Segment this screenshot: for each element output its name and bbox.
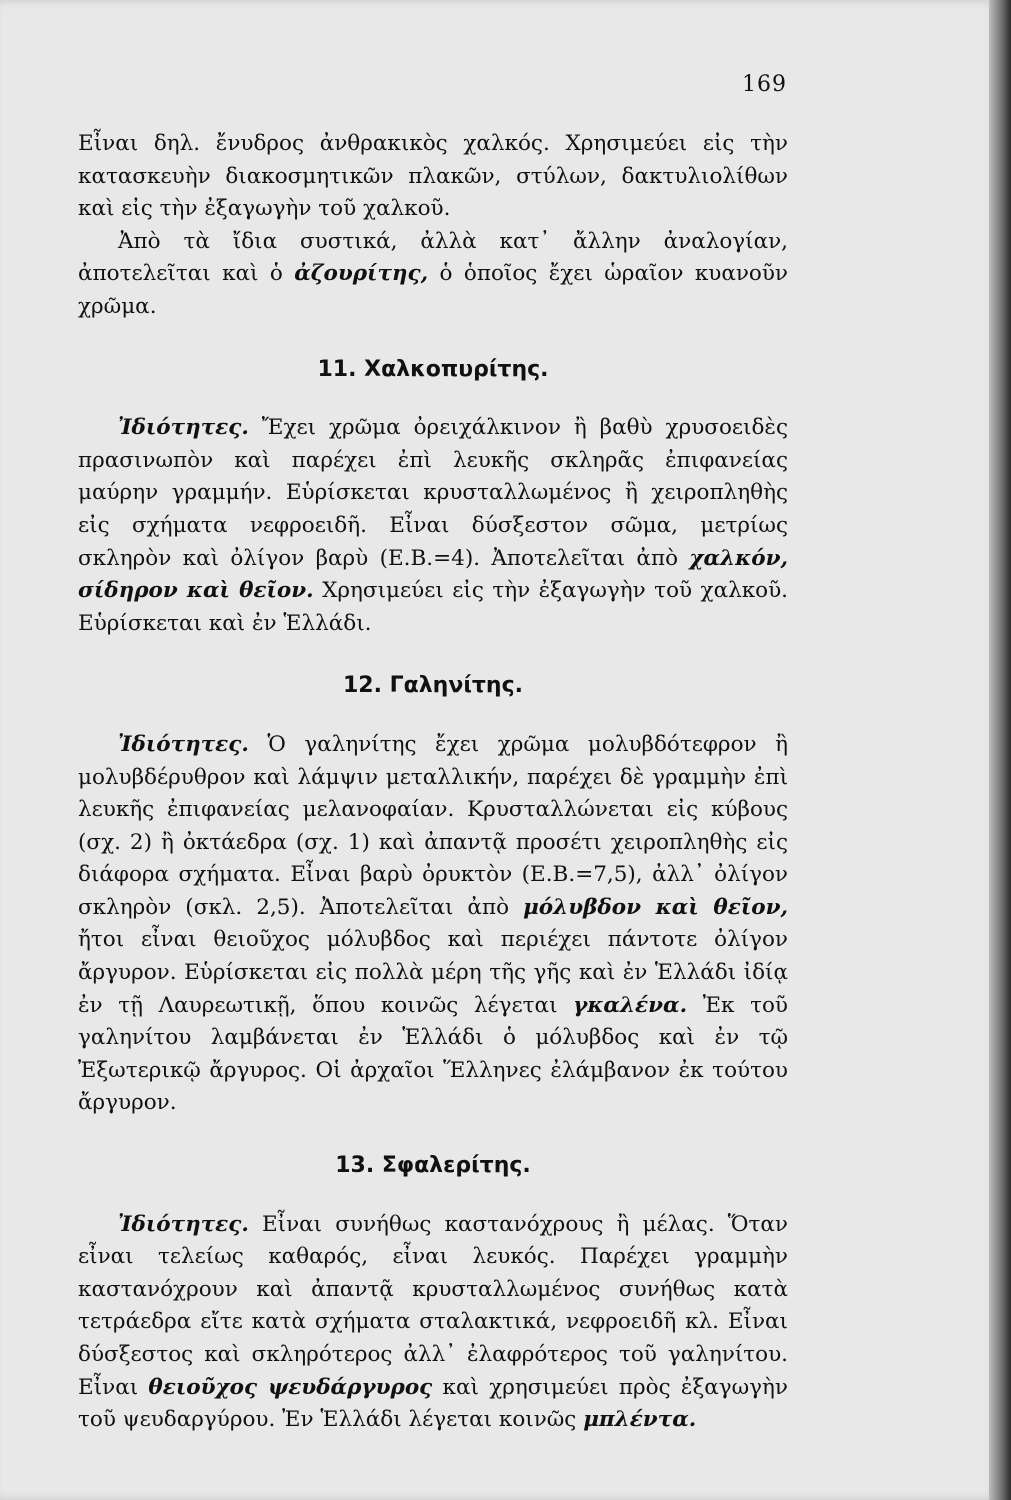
- intro-paragraph-2: [78, 226, 788, 324]
- section-12-lead: Ἰδιότητες.: [118, 731, 249, 757]
- section-12-paragraph: [78, 729, 788, 1120]
- section-12-text-1: Ὁ γαληνίτης ἔχει χρῶμα μολυβδότεφρον ἢ μολυβδέρυθρον καὶ λάμψιν μεταλλικήν, παρέχει δὲ γραμμὴν ἐπὶ λευκῆς ἐπιφανείας μελανοφαίαν. Κρυσταλλώνεται εἰς κύβους (σχ. 2) ἢ ὀκτάεδρα (σχ. 1) καὶ ἀπαντᾷ προσέτι χειροπληθὴς εἰς διάφορα σχήματα. Εἶναι βαρὺ ὀρυκτὸν (Ε.Β.=7,5), ἀλλ᾽ ὀλίγον σκληρὸν (σκλ. 2,5). Ἀποτελεῖται ἀπὸ: [78, 731, 788, 920]
- section-11-text-2: Χρησιμεύει εἰς τὴν ἐξαγωγὴν τοῦ χαλκοῦ. Εὑρίσκεται καὶ ἐν Ἑλλάδι.: [78, 578, 789, 636]
- book-binding-edge: [989, 0, 1011, 1500]
- section-12-term-2: γκαλένα.: [573, 992, 688, 1018]
- section-11-paragraph: [78, 412, 788, 640]
- section-11-lead: Ἰδιότητες.: [118, 415, 249, 441]
- section-11-heading: 11. Χαλκοπυρίτης.: [317, 356, 549, 382]
- section-13-term-2: μπλέντα.: [583, 1407, 697, 1433]
- section-13-text-1: Εἶναι συνήθως καστανόχρους ἢ μέλας. Ὅταν εἶναι τελείως καθαρός, εἶναι λευκός. Παρέχει γραμμὴν καστανόχρουν καὶ ἀπαντᾷ κρυσταλλωμένος συνήθως κατὰ τετράεδρα εἴτε κατὰ σχήματα σταλακτικά, νεφροειδῆ κλ. Εἶναι δύσξεστος καὶ σκληρότερος ἀλλ᾽ ἐλαφρότερος τοῦ γαληνίτου. Εἶναι: [78, 1211, 788, 1400]
- term-azourite: ἀζουρίτης,: [294, 261, 429, 287]
- section-11-text-1: Ἔχει χρῶμα ὀρειχάλκινον ἢ βαθὺ χρυσοειδὲς πρασινωπὸν καὶ παρέχει ἐπὶ λευκῆς σκληρᾶς ἐπιφανείας μαύρην γραμμήν. Εὑρίσκεται κρυσταλλωμένος ἢ χειροπληθὴς εἰς σχήματα νεφροειδῆ. Εἶναι δύσξεστον σῶμα, μετρίως σκληρὸν καὶ ὀλίγον βαρὺ (Ε.Β.=4). Ἀποτελεῖται ἀπὸ: [78, 415, 788, 571]
- section-12-text-3: Ἐκ τοῦ γαληνίτου λαμβάνεται ἐν Ἑλλάδι ὁ μόλυβδος καὶ ἐν τῷ Ἐξωτερικῷ ἄργυρος. Οἱ ἀρχαῖοι Ἕλληνες ἐλάμβανον ἐκ τούτου ἄργυρον.: [78, 992, 788, 1116]
- section-12-heading: 12. Γαληνίτης.: [342, 673, 523, 699]
- section-13-text-2: καὶ χρησιμεύει πρὸς ἐξαγωγὴν τοῦ ψευδαργύρου. Ἐν Ἑλλάδι λέγεται κοινῶς: [78, 1374, 788, 1433]
- section-12-text-2: ἤτοι εἶναι θειοῦχος μόλυβδος καὶ περιέχει πάντοτε ὀλίγον ἄργυρον. Εὑρίσκεται εἰς πολλὰ μέρη τῆς γῆς καὶ ἐν Ἑλλάδι ἰδίᾳ ἐν τῇ Λαυρεωτικῇ, ὅπου κοινῶς λέγεται: [78, 927, 788, 1018]
- section-13-lead: Ἰδιότητες.: [118, 1211, 249, 1237]
- section-13-heading: 13. Σφαλερίτης.: [335, 1153, 531, 1179]
- intro-paragraph-1: Εἶναι δηλ. ἔνυδρος ἀνθρακικὸς χαλκός. Χρησιμεύει εἰς τὴν κατασκευὴν διακοσμητικῶν πλακῶν, στύλων, δακτυλιολίθων καὶ εἰς τὴν ἐξαγωγὴν τοῦ χαλκοῦ.: [78, 131, 788, 222]
- section-11-term: χαλκόν, σίδηρον καὶ θεῖον.: [78, 545, 788, 604]
- page-number: 169: [742, 72, 787, 97]
- section-13-paragraph: [78, 1209, 788, 1437]
- page-text: [78, 128, 788, 1437]
- section-13-term-1: θειοῦχος ψευδάργυρος: [148, 1374, 433, 1400]
- section-12-term-1: μόλυβδον καὶ θεῖον,: [523, 894, 788, 920]
- intro-p2-start: Ἀπὸ τὰ ἴδια συστικά, ἀλλὰ κατ᾽ ἄλλην ἀναλογίαν, ἀποτελεῖται καὶ ὁ: [78, 228, 788, 287]
- intro-p2-end: ὁ ὁποῖος ἔχει ὡραῖον κυανοῦν χρῶμα.: [78, 261, 788, 319]
